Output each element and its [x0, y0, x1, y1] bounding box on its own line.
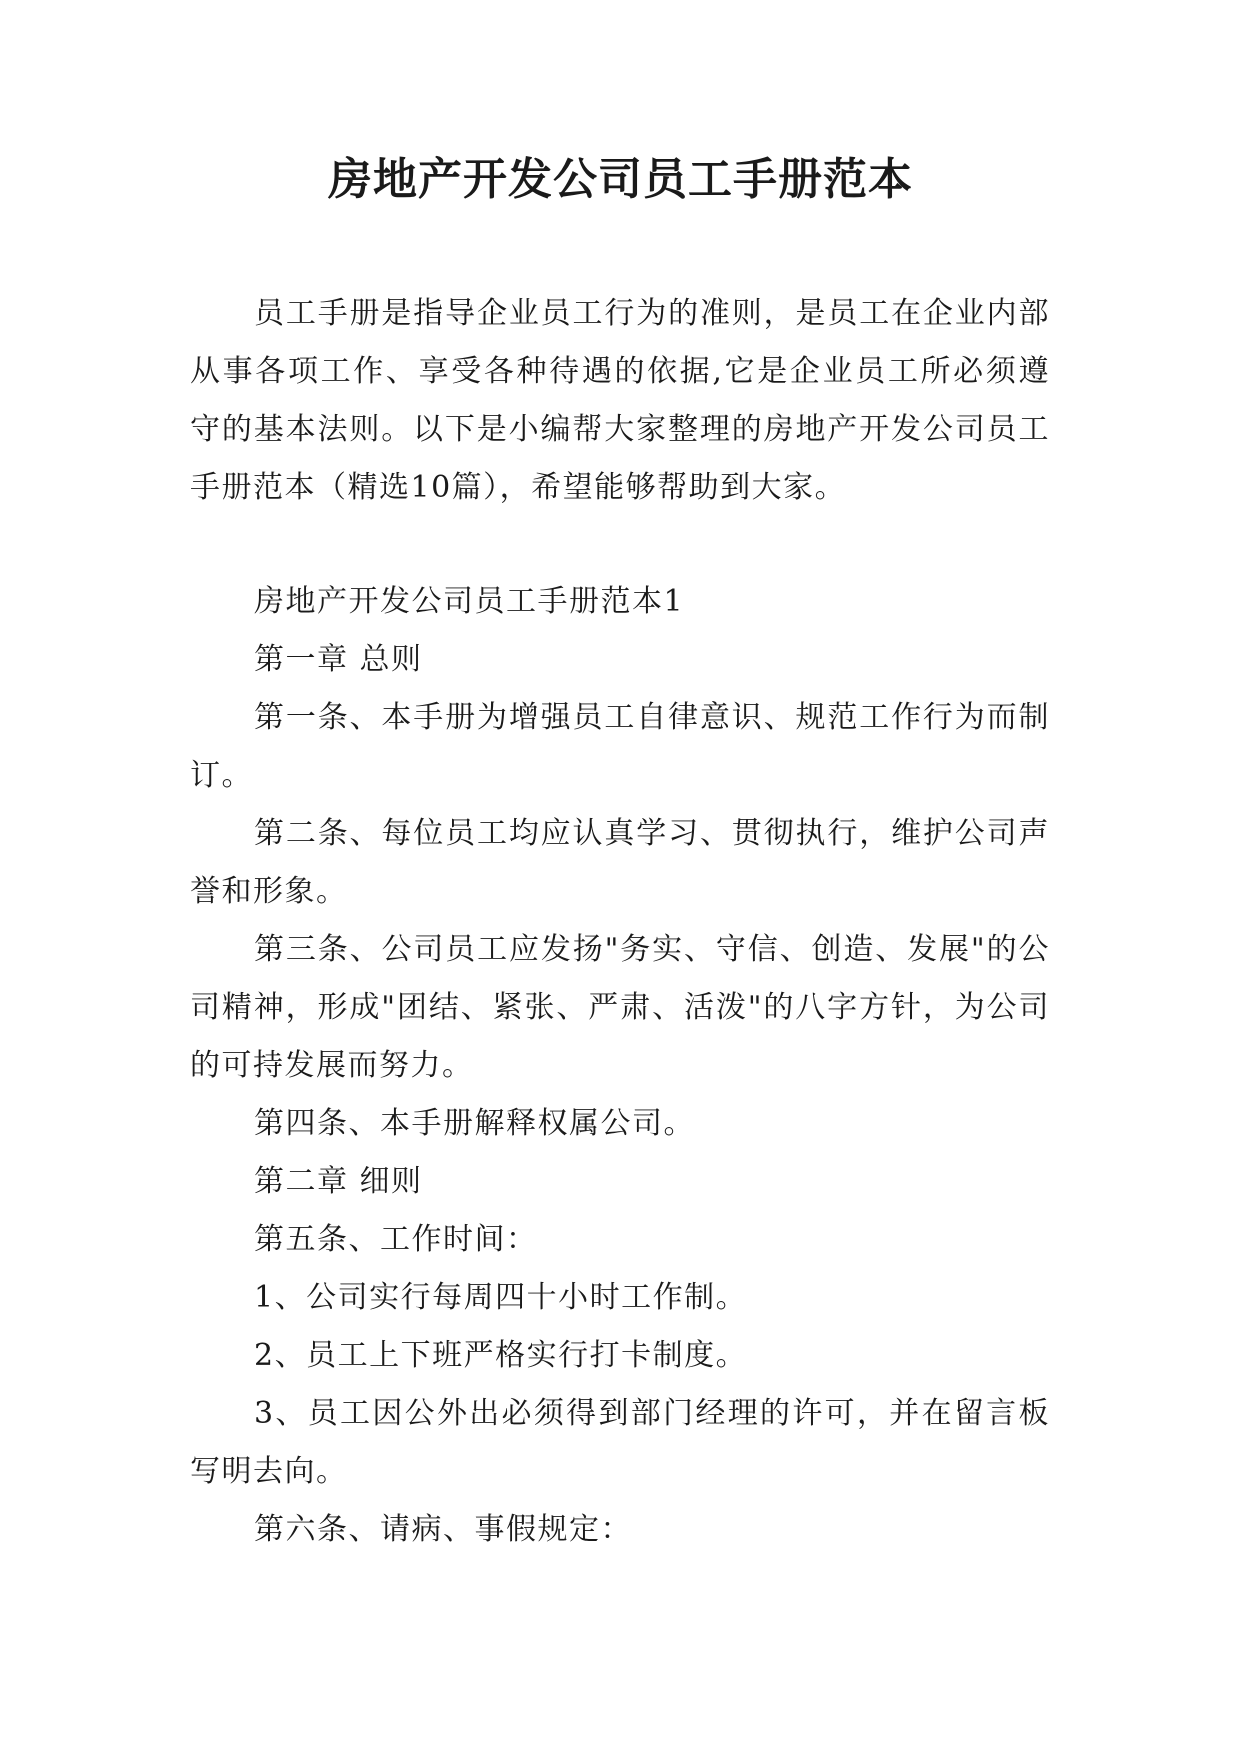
document-body [190, 285, 1050, 1559]
paragraph-spacer [190, 517, 1050, 573]
list-item: 2、员工上下班严格实行打卡制度。 [254, 1338, 748, 1373]
document-title: 房地产开发公司员工手册范本 [328, 154, 913, 205]
article-paragraph: 第四条、本手册解释权属公司。 [254, 1106, 695, 1141]
list-item: 3、员工因公外出必须得到部门经理的许可，并在留言板写明去向。 [190, 1396, 1050, 1489]
article-paragraph: 第三条、公司员工应发扬"务实、守信、创造、发展"的公司精神，形成"团结、紧张、严肃、活泼"的八字方针，为公司的可持发展而努力。 [190, 932, 1050, 1083]
article-paragraph: 第六条、请病、事假规定： [254, 1512, 632, 1547]
article-paragraph: 第一条、本手册为增强员工自律意识、规范工作行为而制订。 [190, 700, 1050, 793]
list-item: 1、公司实行每周四十小时工作制。 [254, 1280, 748, 1315]
intro-paragraph: 员工手册是指导企业员工行为的准则，是员工在企业内部从事各项工作、享受各种待遇的依据,它是企业员工所必须遵守的基本法则。以下是小编帮大家整理的房地产开发公司员工手册范本（精选10篇），希望能够帮助到大家。 [190, 296, 1050, 505]
chapter-heading: 第二章 细则 [254, 1164, 423, 1199]
section-heading: 房地产开发公司员工手册范本1 [254, 584, 685, 619]
chapter-heading: 第一章 总则 [254, 642, 423, 677]
article-paragraph: 第五条、工作时间： [254, 1222, 538, 1257]
article-paragraph: 第二条、每位员工均应认真学习、贯彻执行，维护公司声誉和形象。 [190, 816, 1050, 909]
